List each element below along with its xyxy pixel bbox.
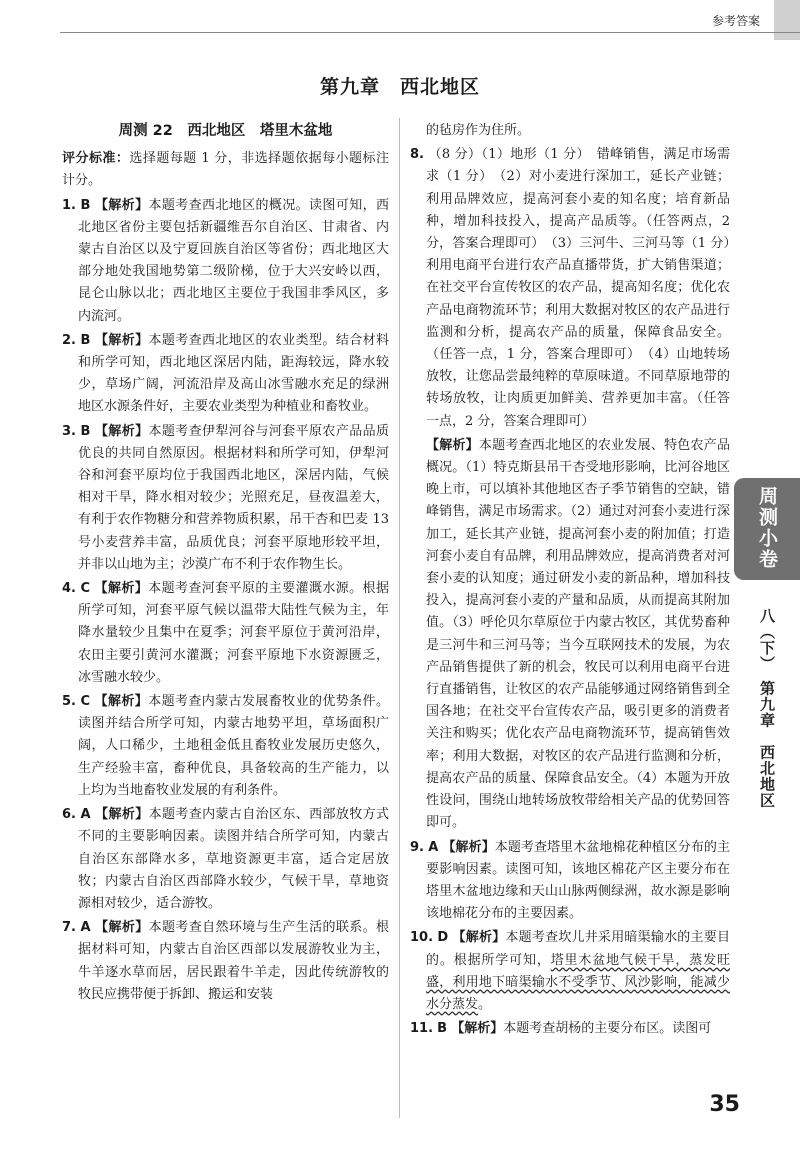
answer-7-continued: 的毡房作为住所。 [426, 123, 531, 138]
side-tab [734, 478, 800, 580]
answer-number: 10. [410, 930, 434, 946]
analysis-text-end: 。 [478, 996, 492, 1012]
answer-item [62, 917, 389, 1006]
answer-number: 8. [410, 147, 424, 163]
top-edge-tab [774, 0, 800, 40]
answer-number: 7. [62, 920, 76, 936]
analysis-tag: 【解析】 [94, 197, 149, 213]
analysis-text: 本题考查胡杨的主要分布区。读图可 [503, 1021, 712, 1037]
answer-item-8 [410, 144, 744, 433]
answer-item [62, 691, 389, 802]
answer-item-11 [410, 1018, 730, 1040]
answer-number: 9. [410, 839, 424, 855]
answer-item [62, 195, 389, 328]
answer-choice: C [80, 581, 91, 597]
answer-choice: B [80, 197, 91, 213]
analysis-tag: 【解析】 [426, 437, 479, 453]
wavy-underlined-text: 塔里木盆地气候干旱，蒸发旺盛，利用地下暗渠输水不受季节、风沙影响，能减少水分蒸发 [426, 952, 730, 1012]
header-label: 参考答案 [711, 14, 760, 28]
side-chapter-label: 八（下） 第九章 西北地区 [758, 608, 776, 809]
answer-number: 3. [62, 423, 76, 439]
analysis-tag: 【解析】 [95, 920, 149, 936]
chapter-title: 第九章 西北地区 [319, 76, 480, 98]
answer-choice: C [80, 694, 91, 710]
column-divider [399, 118, 400, 1118]
page-number: 35 [709, 1092, 740, 1117]
analysis-tag: 【解析】 [94, 332, 149, 348]
analysis-text: 本题考查塔里木盆地棉花种植区分布的主要影响因素。读图可知，该地区棉花产区主要分布在塔里木盆地边缘和天山山脉两侧绿洲，故水源是影响该地棉花分布的主要因素。 [426, 839, 730, 922]
analysis-text: 本题考查河套平原的主要灌溉水源。根据所学可知，河套平原气候以温带大陆性气候为主，年降水量较少且集中在夏季；河套平原位于黄河沿岸，农田主要引黄河水灌溉；河套平原地下水资源匮乏，冰雪融水较少。 [78, 581, 389, 685]
answer-8-analysis [410, 435, 730, 835]
answer-item [62, 578, 389, 689]
section-title: 周测 22 西北地区 塔里木盆地 [118, 123, 333, 139]
analysis-text: 本题考查坎儿井采用暗渠输水的主要目的。根据所学可知， [426, 930, 730, 968]
answer-choice: A [80, 807, 91, 823]
answer-number: 11. [410, 1021, 434, 1037]
analysis-text: 本题考查内蒙古自治区东、西部放牧方式不同的主要影响因素。读图并结合所学可知，内蒙古自治区东部降水多，草地资源更丰富，适合定居放牧；内蒙古自治区西部降水较少，气候干旱，草地资源相对较少，适合游牧。 [78, 807, 389, 911]
analysis-tag: 【解析】 [451, 1021, 504, 1037]
answer-choice: D [437, 930, 449, 946]
scoring-rule [62, 148, 389, 192]
answer-choice: A [428, 839, 439, 855]
answer-item [62, 804, 389, 915]
answer-8-key: （8 分）（1）地形（1 分） 错峰销售，满足市场需求（1 分） （2）对小麦进行深加工，延长产业链；利用品牌效应，提高河套小麦的知名度；培育新品种，增加科技投入，提高产品质等。（任答两点，2 分，答案合理即可） （3）三河牛、三河马等（1 分） 利用电商平台进行农产品直播带货，扩大销售渠道；在社交平台宣传牧区的农产品，提高知名度；优化农产品电商物流环节；利用大数据对牧区的农产品进行监测和分析，提高农产品的质量，保障食品安全。（任答一点，1 分，答案合理即可） （4）山地转场放牧，让您品尝最纯粹的草原味道。不同草原地带的转场放牧，让肉质更加鲜美、营养更加丰富。（任答一点，2 分，答案合理即可） [426, 147, 744, 429]
analysis-text: 本题考查西北地区的概况。读图可知，西北地区省份主要包括新疆维吾尔自治区、甘肃省、内蒙古自治区以及宁夏回族自治区等省份；西北地区大部分地处我国地势第二级阶梯，位于大兴安岭以西，昆仑山脉以北；西北地区主要位于我国非季风区，多内流河。 [78, 197, 389, 324]
answer-number: 1. [62, 197, 76, 213]
analysis-text: 本题考查西北地区的农业类型。结合材料和所学可知，西北地区深居内陆，距海较远，降水较少，草场广阔，河流沿岸及高山冰雪融水充足的绿洲地区水源条件好，主要农业类型为种植业和畜牧业。 [78, 332, 389, 415]
analysis-tag: 【解析】 [452, 930, 506, 946]
analysis-tag: 【解析】 [442, 839, 495, 855]
answer-choice: A [80, 920, 91, 936]
answer-list [62, 195, 389, 1006]
analysis-text: 本题考查自然环境与生产生活的联系。根据材料可知，内蒙古自治区西部以发展游牧业为主，牛羊逐水草而居，居民跟着牛羊走，因此传统游牧的牧民应携带便于拆卸、搬运和安装 [78, 920, 389, 1002]
answer-number: 2. [62, 332, 76, 348]
answer-item-9 [410, 837, 730, 926]
header-rule [60, 32, 800, 33]
answer-choice: B [80, 332, 91, 348]
answer-choice: B [437, 1021, 448, 1037]
analysis-text: 本题考查内蒙古发展畜牧业的优势条件。读图并结合所学可知，内蒙古地势平坦，草场面积广阔，人口稀少，土地租金低且畜牧业发展历史悠久，生产经验丰富，畜种优良，具备较高的生产能力，以上均为当地畜牧业发展的有利条件。 [78, 694, 389, 798]
answer-item-10 [410, 927, 730, 1016]
answer-number: 6. [62, 807, 76, 823]
analysis-text: 本题考查伊犁河谷与河套平原农产品品质优良的共同自然原因。根据材料和所学可知，伊犁河谷和河套平原均位于我国西北地区，深居内陆，气候相对干旱，降水相对较少；光照充足，昼夜温差大，有利于农作物糖分和营养物质积累，吊干杏和巴麦 13 号小麦营养丰富，品质优良；河套平原地形较平坦，并非以山地为主；沙漠广布不利于农作物生长。 [78, 423, 389, 572]
answer-number: 4. [62, 581, 76, 597]
side-tab-label: 周测小卷 [756, 486, 778, 570]
analysis-tag: 【解析】 [94, 423, 149, 439]
answer-item [62, 421, 389, 576]
analysis-tag: 【解析】 [94, 694, 149, 710]
answer-item [62, 330, 389, 419]
left-column [62, 120, 389, 1008]
analysis-text: 本题考查西北地区的农业发展、特色农产品概况。（1）特克斯县吊干杏受地形影响，比河谷地区晚上市，可以填补其他地区杏子季节销售的空缺，错峰销售，满足市场需求。（2）通过对河套小麦进行深加工，延长其产业链，提高河套小麦的附加值；打造河套小麦自有品牌，利用品牌效应，提高消费者对河套小麦的认知度；通过研发小麦的新品种，增加科技投入，提高河套小麦的产量和品质，从而提高其附加值。（3）呼伦贝尔草原位于内蒙古牧区，其优势畜种是三河牛和三河马等；当今互联网技术的发展，为农产品销售提供了新的机会，牧民可以利用电商平台进行直播销售，让牧区的农产品能够通过网络销售到全国各地；在社交平台宣传农产品，吸引更多的消费者关注和购买；优化农产品电商物流环节，提高销售效率；利用大数据，对牧区的农产品进行监测和分析，提高农产品的质量、保障食品安全。（4）本题为开放性设问，围绕山地转场放牧带给相关产品的优势回答即可。 [426, 437, 730, 831]
analysis-tag: 【解析】 [94, 581, 149, 597]
answer-number: 5. [62, 694, 76, 710]
answer-choice: B [80, 423, 91, 439]
scoring-rule-label: 评分标准： [62, 151, 130, 167]
right-column [410, 120, 744, 1042]
scoring-rule-text: 选择题每题 1 分，非选择题依据每小题标注计分。 [62, 151, 389, 189]
analysis-tag: 【解析】 [95, 807, 149, 823]
